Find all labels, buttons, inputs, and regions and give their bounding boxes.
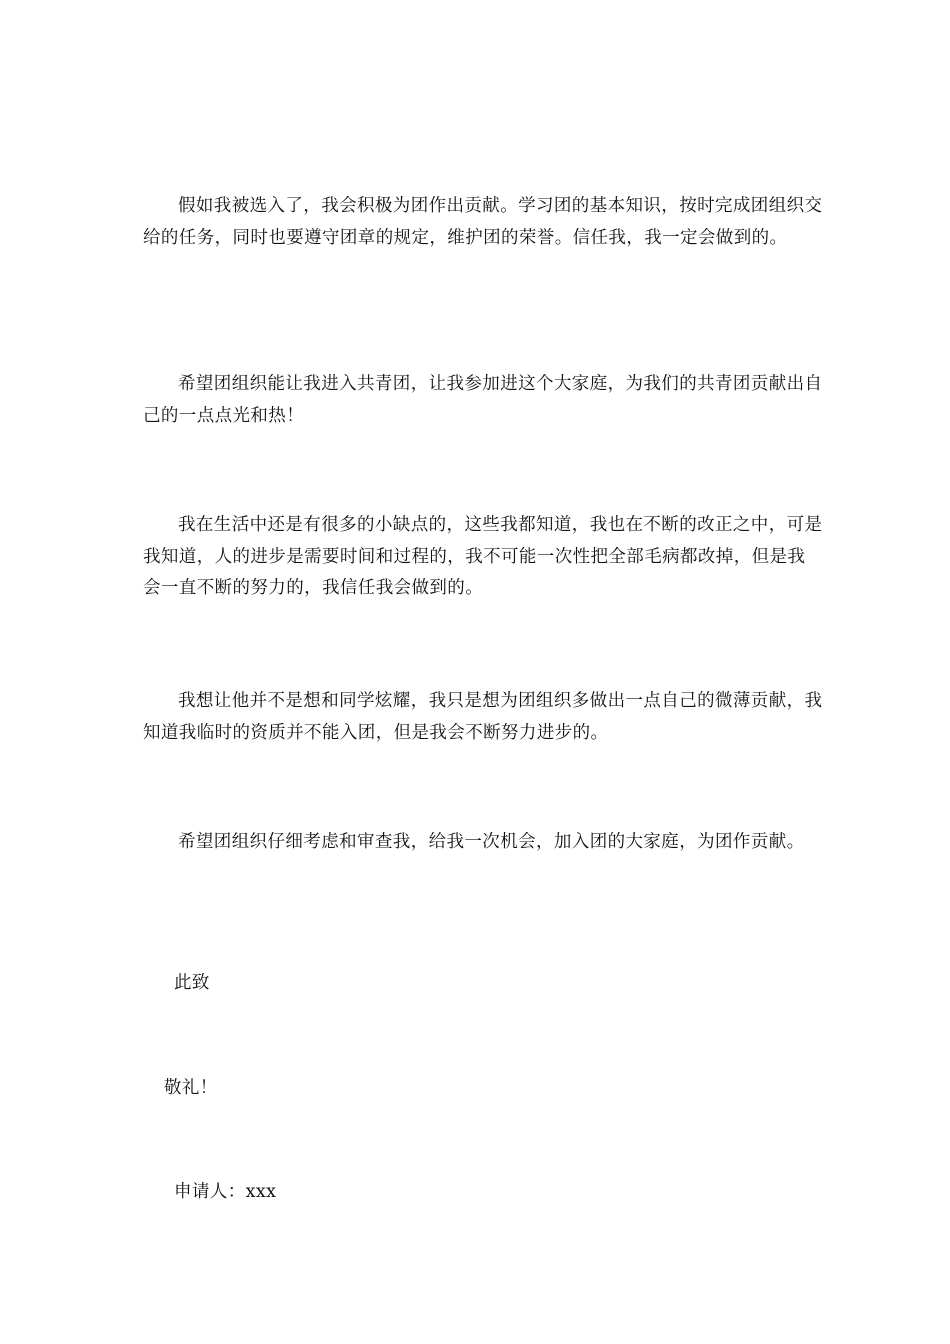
paragraph-contribution-pledge: 假如我被选入了，我会积极为团作出贡献。学习团的基本知识，按时完成团组织交给的任务，同时也要遵守团章的规定，维护团的荣誉。信任我，我一定会做到的。	[143, 196, 823, 248]
paragraph-shortcomings: 我在生活中还是有很多的小缺点的，这些我都知道，我也在不断的改正之中，可是我知道，人的进步是需要时间和过程的，我不可能一次性把全部毛病都改掉，但是我会一直不断的努力的，我信任我会做到的。	[143, 515, 823, 598]
paragraph-motivation: 我想让他并不是想和同学炫耀，我只是想为团组织多做出一点自己的微薄贡献，我知道我临时的资质并不能入团，但是我会不断努力进步的。	[143, 691, 823, 743]
letter-regards: 敬礼！	[164, 1078, 218, 1098]
paragraph-request-review: 希望团组织仔细考虑和审查我，给我一次机会，加入团的大家庭，为团作贡献。	[178, 832, 805, 852]
letter-closing: 此致	[174, 973, 210, 993]
applicant-signature: 申请人：xxx	[174, 1182, 277, 1202]
paragraph-join-hope: 希望团组织能让我进入共青团，让我参加进这个大家庭，为我们的共青团贡献出自己的一点点光和热！	[143, 374, 823, 426]
